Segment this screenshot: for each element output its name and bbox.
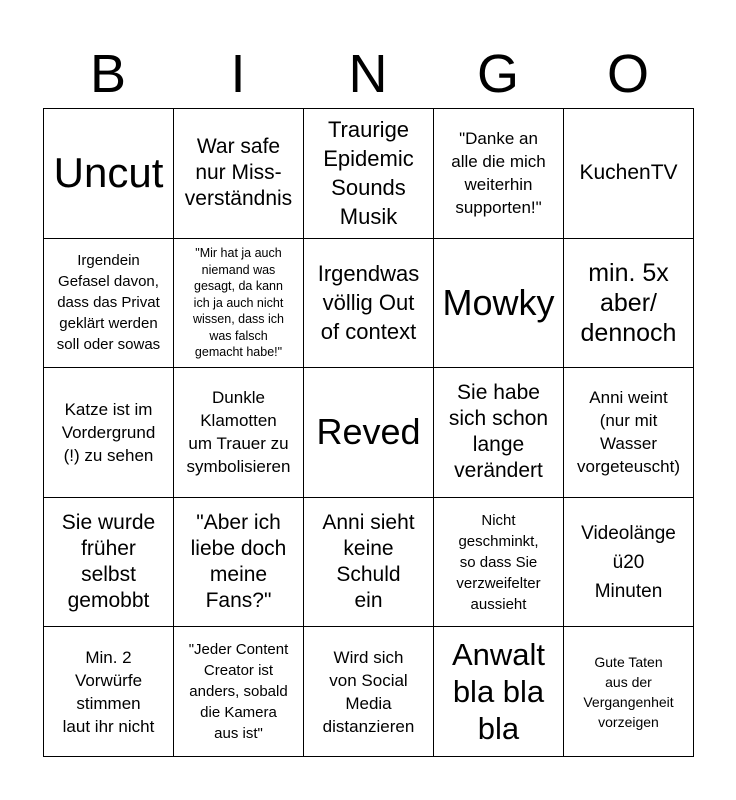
bingo-cell[interactable] bbox=[304, 109, 434, 239]
bingo-cell-text: Irgendein Gefasel davon, dass das Privat geklärt werden soll oder sowas bbox=[56, 252, 161, 354]
bingo-cell[interactable] bbox=[44, 498, 174, 628]
header-letter-b: B bbox=[89, 44, 127, 104]
bingo-cell-text: Anni sieht keine Schuld ein bbox=[322, 511, 415, 613]
bingo-cell-text: Irgendwas völlig Out of context bbox=[317, 261, 420, 345]
bingo-cell[interactable] bbox=[564, 239, 694, 369]
header-letter-i: I bbox=[230, 44, 246, 104]
bingo-cell[interactable] bbox=[564, 368, 694, 498]
bingo-cell-text: "Danke an alle die mich weiterhin supporten!" bbox=[451, 129, 546, 218]
bingo-cell[interactable] bbox=[564, 109, 694, 239]
bingo-cell-text: Mowky bbox=[442, 281, 555, 323]
bingo-header bbox=[43, 40, 693, 108]
bingo-cell-text: Wird sich von Social Media distanzieren bbox=[322, 647, 415, 736]
bingo-cell[interactable] bbox=[434, 109, 564, 239]
bingo-cell[interactable] bbox=[564, 498, 694, 628]
bingo-cell[interactable] bbox=[44, 627, 174, 757]
bingo-cell-text: min. 5x aber/ dennoch bbox=[580, 258, 677, 347]
bingo-cell[interactable] bbox=[44, 109, 174, 239]
bingo-cell[interactable] bbox=[174, 627, 304, 757]
bingo-cell-text: "Jeder Content Creator ist anders, sobald die Kamera aus ist" bbox=[188, 641, 289, 743]
bingo-cell-text: Sie wurde früher selbst gemobbt bbox=[61, 511, 156, 613]
bingo-cell[interactable] bbox=[44, 368, 174, 498]
bingo-cell-text: Uncut bbox=[53, 149, 164, 197]
bingo-cell-text: Min. 2 Vorwürfe stimmen laut ihr nicht bbox=[62, 647, 155, 736]
bingo-cell-text: Gute Taten aus der Vergangenheit vorzeigen bbox=[583, 653, 674, 730]
bingo-cell-text: War safe nur Miss- verständnis bbox=[184, 135, 293, 211]
header-letter-n: N bbox=[348, 44, 388, 104]
bingo-card-grid bbox=[43, 108, 694, 757]
bingo-cell-text: Katze ist im Vordergrund (!) zu sehen bbox=[61, 399, 156, 465]
header-letter-g: G bbox=[476, 44, 519, 104]
bingo-cell-text: Anni weint (nur mit Wasser vorgeteuscht) bbox=[577, 388, 680, 477]
bingo-cell[interactable] bbox=[174, 239, 304, 369]
bingo-cell-text: "Mir hat ja auch niemand was gesagt, da kann ich ja auch nicht wissen, dass ich was falsch gemacht habe!" bbox=[192, 246, 284, 360]
bingo-cell-text: Videolänge ü20 Minuten bbox=[581, 522, 676, 602]
bingo-cell[interactable] bbox=[174, 109, 304, 239]
bingo-cell-text: Traurige Epidemic Sounds Musik bbox=[323, 117, 414, 230]
header-letter-o: O bbox=[606, 44, 649, 104]
bingo-cell-text: Nicht geschminkt, so dass Sie verzweifelter aussieht bbox=[456, 511, 541, 613]
bingo-cell[interactable] bbox=[434, 627, 564, 757]
bingo-cell-text: Dunkle Klamotten um Trauer zu symbolisieren bbox=[186, 388, 291, 477]
bingo-cell-text: "Aber ich liebe doch meine Fans?" bbox=[190, 511, 287, 613]
bingo-cell-text: Anwalt bla bla bla bbox=[451, 637, 546, 747]
bingo-cell[interactable] bbox=[44, 239, 174, 369]
bingo-cell[interactable] bbox=[304, 368, 434, 498]
bingo-cell[interactable] bbox=[304, 498, 434, 628]
bingo-cell[interactable] bbox=[174, 498, 304, 628]
bingo-cell[interactable] bbox=[304, 239, 434, 369]
bingo-cell-text: Sie habe sich schon lange verändert bbox=[448, 381, 549, 483]
bingo-cell[interactable] bbox=[434, 498, 564, 628]
bingo-cell[interactable] bbox=[304, 627, 434, 757]
bingo-cell-text: Reved bbox=[316, 411, 421, 453]
bingo-cell-text: KuchenTV bbox=[579, 161, 678, 185]
bingo-cell[interactable] bbox=[434, 368, 564, 498]
bingo-cell[interactable] bbox=[174, 368, 304, 498]
bingo-cell[interactable] bbox=[434, 239, 564, 369]
bingo-cell[interactable] bbox=[564, 627, 694, 757]
